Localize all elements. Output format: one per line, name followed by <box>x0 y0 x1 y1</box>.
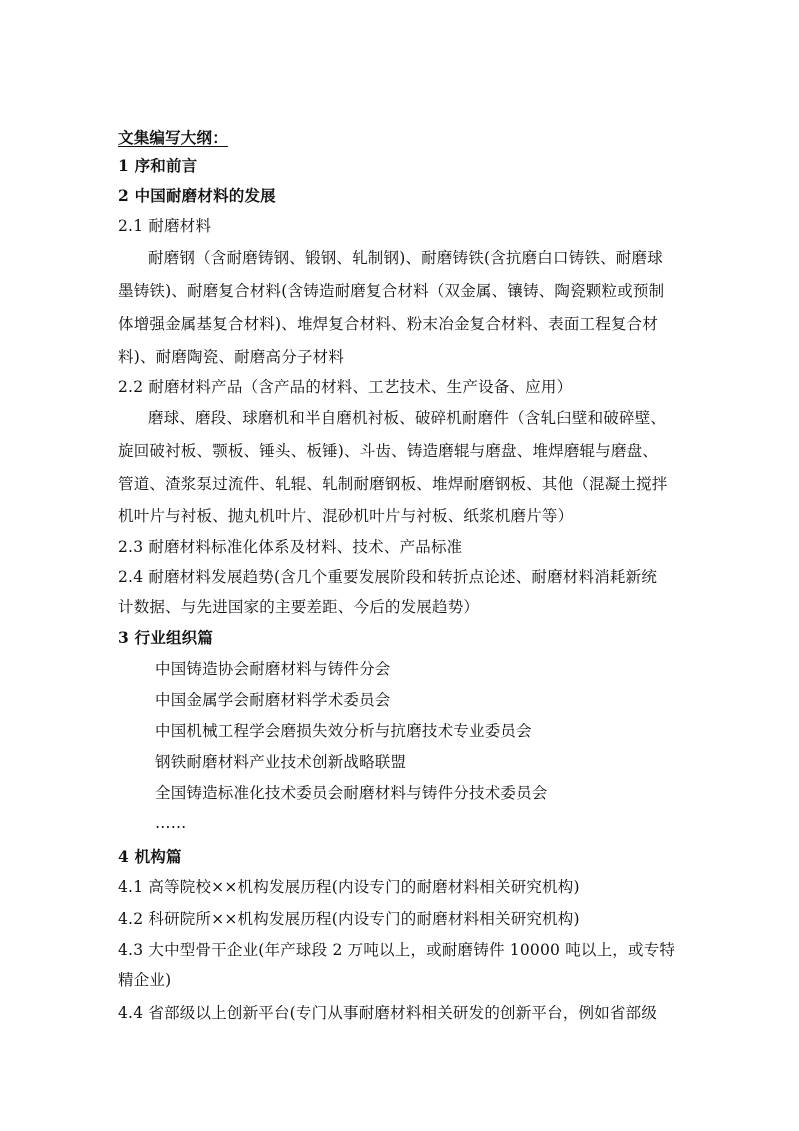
paragraph-line: 管道、渣浆泵过流件、轧辊、轧制耐磨钢板、堆焊耐磨钢板、其他（混凝土搅拌 <box>118 475 668 493</box>
org-list-item: 中国机械工程学会磨损失效分析与抗磨技术专业委员会 <box>155 722 532 740</box>
paragraph-line: 料)、耐磨陶瓷、耐磨高分子材料 <box>118 348 345 366</box>
section-4-line: 4.1 高等院校××机构发展历程(内设专门的耐磨材料相关研究机构) <box>118 878 580 896</box>
section-2-1-title: 2.1 耐磨材料 <box>118 217 212 235</box>
paragraph-line: 机叶片与衬板、抛丸机叶片、混砂机叶片与衬板、纸浆机磨片等） <box>118 507 574 525</box>
org-list-item: 中国金属学会耐磨材料学术委员会 <box>155 691 391 709</box>
section-2-4-line: 2.4 耐磨材料发展趋势(含几个重要发展阶段和转折点论述、耐磨材料消耗新统 <box>118 568 658 586</box>
section-4-line: 4.4 省部级以上创新平台(专门从事耐磨材料相关研发的创新平台，例如省部级 <box>118 1004 658 1022</box>
org-list-ellipsis: …… <box>155 814 187 832</box>
org-list-item: 中国铸造协会耐磨材料与铸件分会 <box>155 660 391 678</box>
section-4-line: 精企业) <box>118 971 172 989</box>
paragraph-line: 墨铸铁)、耐磨复合材料(含铸造耐磨复合材料（双金属、镶铸、陶瓷颗粒或预制 <box>118 282 665 300</box>
section-2-title: 2 中国耐磨材料的发展 <box>118 186 276 205</box>
section-2-4-line: 计数据、与先进国家的主要差距、今后的发展趋势） <box>118 598 480 616</box>
section-4-line: 4.2 科研院所××机构发展历程(内设专门的耐磨材料相关研究机构) <box>118 910 580 928</box>
section-2-3-title: 2.3 耐磨材料标准化体系及材料、技术、产品标准 <box>118 538 463 556</box>
section-3-title: 3 行业组织篇 <box>118 628 214 647</box>
paragraph-line: 磨球、磨段、球磨机和半自磨机衬板、破碎机耐磨件（含轧臼壁和破碎壁、 <box>148 409 667 427</box>
section-4-line: 4.3 大中型骨干企业(年产球段 2 万吨以上，或耐磨铸件 10000 吨以上，或专特 <box>118 941 676 959</box>
org-list-item: 全国铸造标准化技术委员会耐磨材料与铸件分技术委员会 <box>155 784 548 802</box>
paragraph-line: 旋回破衬板、颚板、锤头、板锤)、斗齿、铸造磨辊与磨盘、堆焊磨辊与磨盘、 <box>118 442 659 460</box>
paragraph-line: 耐磨钢（含耐磨铸钢、锻钢、轧制钢)、耐磨铸铁(含抗磨白口铸铁、耐磨球 <box>148 249 663 267</box>
paragraph-line: 体增强金属基复合材料)、堆焊复合材料、粉末冶金复合材料、表面工程复合材 <box>118 315 659 333</box>
section-2-2-title: 2.2 耐磨材料产品（含产品的材料、工艺技术、生产设备、应用） <box>118 378 573 396</box>
outline-heading: 文集编写大纲： <box>118 128 228 147</box>
org-list-item: 钢铁耐磨材料产业技术创新战略联盟 <box>155 753 407 771</box>
section-1-title: 1 序和前言 <box>118 156 198 175</box>
section-4-title: 4 机构篇 <box>118 847 182 866</box>
